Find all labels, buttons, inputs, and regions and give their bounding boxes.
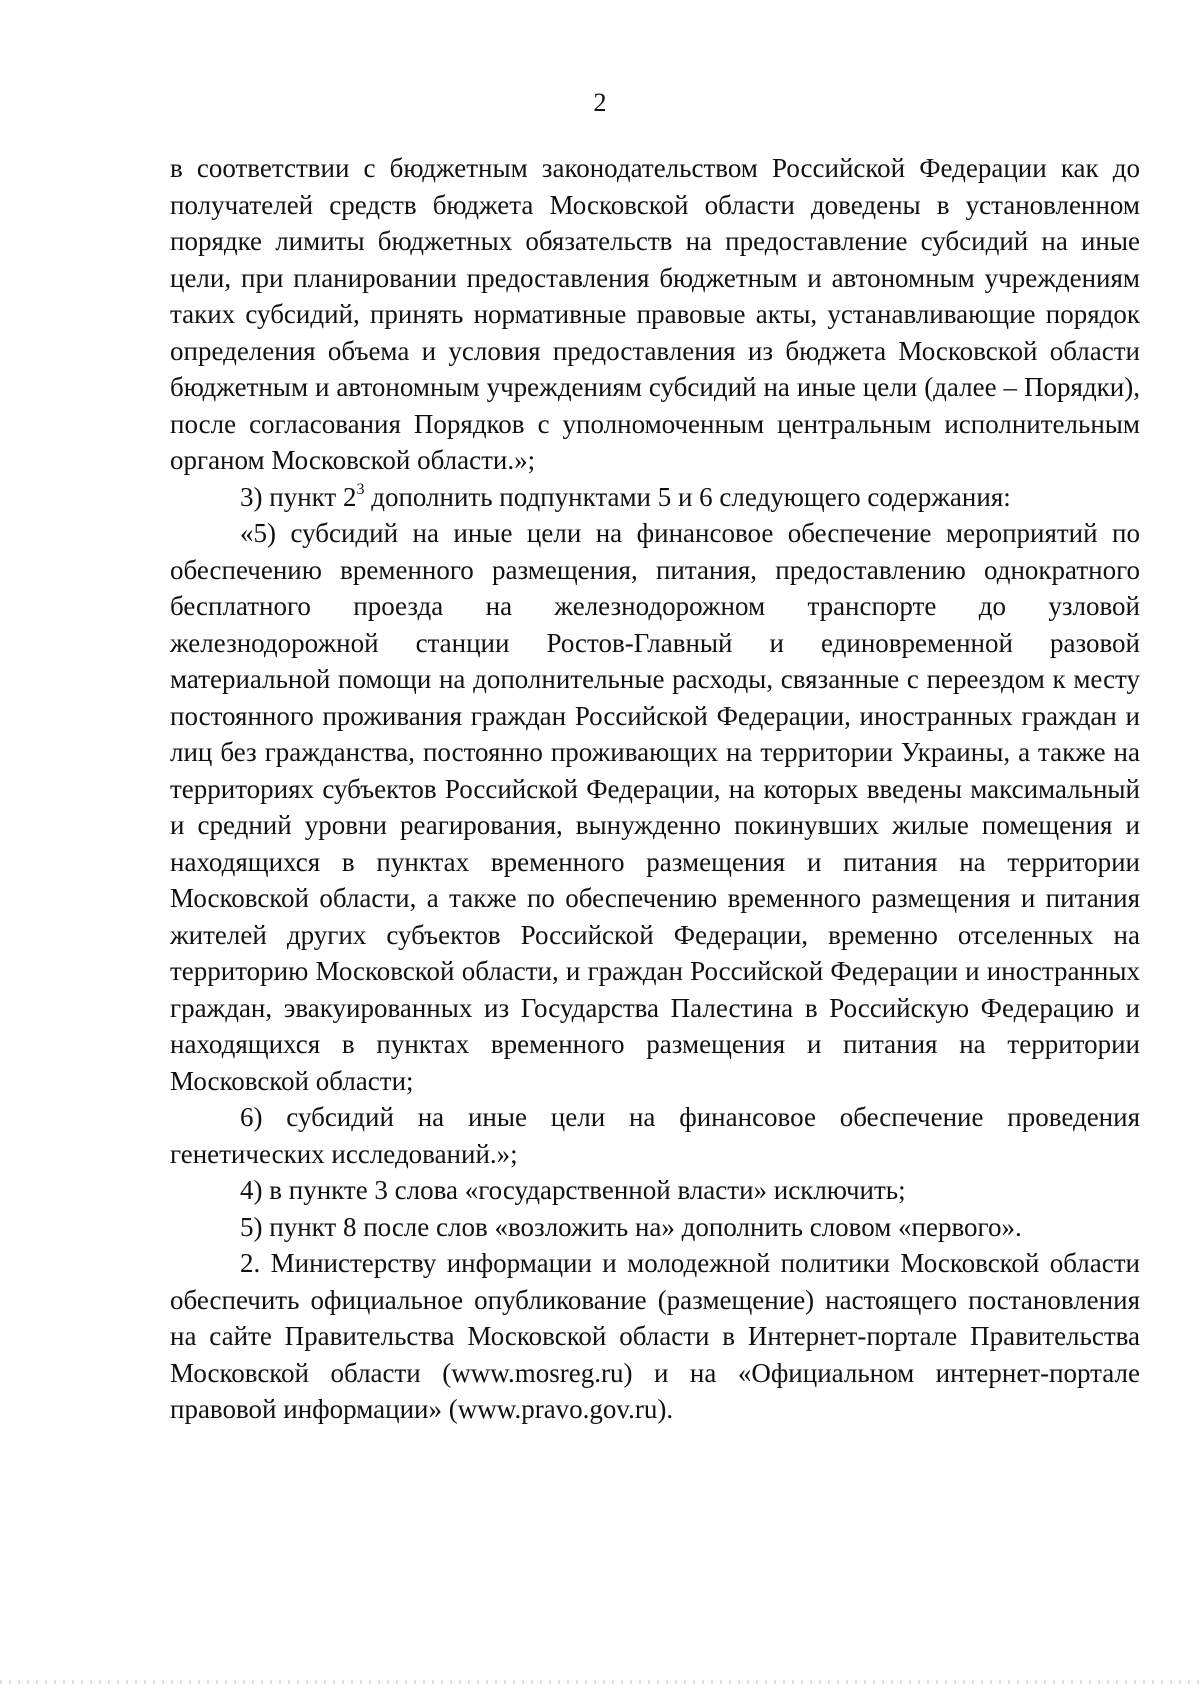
paragraph-item-4: 4) в пункте 3 слова «государственной власти» исключить; bbox=[240, 1175, 906, 1205]
paragraph-item-5: 5) пункт 8 после слов «возложить на» дополнить словом «первого». bbox=[240, 1211, 1022, 1242]
document-body bbox=[170, 150, 1140, 1428]
paragraph-continuation: в соответствии с бюджетным законодательством Российской Федерации как до получателей средств бюджета Московской области доведены в установленном порядке лимиты бюджетных обязательств на предоставление субсидий на иные цели, при планировании предоставления бюджетным и автономным учреждениям таких субсидий, принять нормативные правовые акты, устанавливающие порядок определения объема и условия предоставления из бюджета Московской области бюджетным и автономным учреждениям субсидий на иные цели (далее – Порядки), после согласования Порядков с уполномоченным центральным исполнительным органом Московской области.»; bbox=[170, 153, 1140, 475]
paragraph-item-3 bbox=[170, 479, 1140, 516]
scan-artifact-line bbox=[0, 1680, 1200, 1684]
paragraph-subitem-5: «5) субсидий на иные цели на финансовое обеспечение мероприятий по обеспечению временного размещения, питания, предоставлению однократного бесплатного проезда на железнодорожном транспорте до узловой железнодорожной станции Ростов-Главный и единовременной разовой материальной помощи на дополнительные расходы, связанные с переездом к месту постоянного проживания граждан Российской Федерации, иностранных граждан и лиц без гражданства, постоянно проживающих на территории Украины, а также на территориях субъектов Российской Федерации, на которых введены максимальный и средний уровни реагирования, вынужденно покинувших жилые помещения и находящихся в пунктах временного размещения и питания на территории Московской области, а также по обеспечению временного размещения и питания жителей других субъектов Российской Федерации, временно отселенных на территорию Московской области, и граждан Российской Федерации и иностранных граждан, эвакуированных из Государства Палестина в Российскую Федерацию и находящихся в пунктах временного размещения и питания на территории Московской области; bbox=[170, 518, 1140, 1096]
page-number: 2 bbox=[593, 88, 607, 117]
paragraph-section-2: 2. Министерству информации и молодежной политики Московской области обеспечить официальное опубликование (размещение) настоящего постановления на сайте Правительства Московской области в Интернет-портале Правительства Московской области (www.mosreg.ru) и на «Официальном интернет-портале правовой информации» (www.pravo.gov.ru). bbox=[170, 1248, 1140, 1424]
paragraph-subitem-6: 6) субсидий на иные цели на финансовое обеспечение проведения генетических исследований.»; bbox=[170, 1102, 1140, 1169]
item-3-text-after: дополнить подпунктами 5 и 6 следующего содержания: bbox=[364, 481, 1011, 512]
item-3-text-before: 3) пункт 2 bbox=[240, 481, 357, 512]
item-3-superscript: 3 bbox=[356, 480, 365, 498]
